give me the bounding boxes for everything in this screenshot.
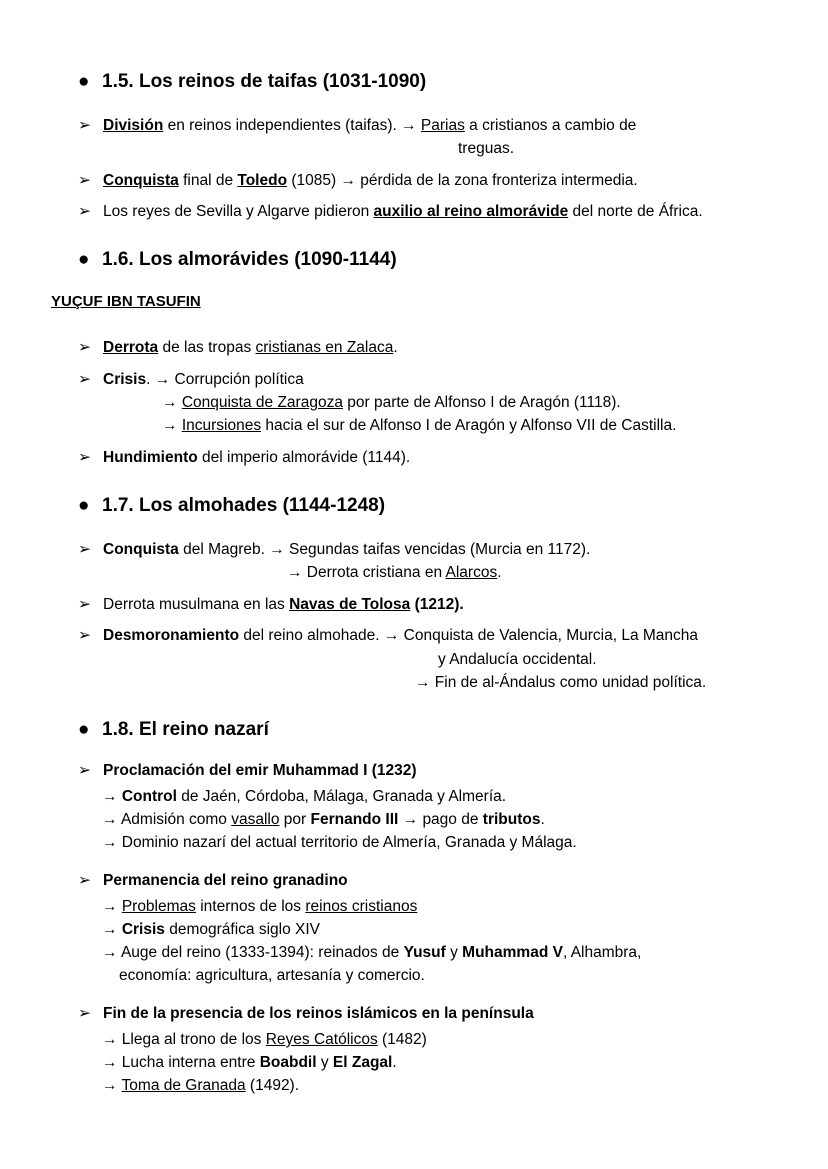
heading-text: 1.5. Los reinos de taifas (1031-1090) xyxy=(102,71,427,92)
line-auxilio: ➢ Los reyes de Sevilla y Algarve pidieron auxilio al reino almorávide del norte de África. xyxy=(78,203,703,220)
line-toma-granada: → Toma de Granada (1492). xyxy=(102,1077,300,1094)
arrow-bullet-icon: ➢ xyxy=(78,371,91,388)
line-andalucia: y Andalucía occidental. xyxy=(438,651,597,668)
line-navas-tolosa: ➢ Derrota musulmana en las Navas de Tolosa (1212). xyxy=(78,596,464,613)
bullet-icon: ● xyxy=(78,495,90,516)
heading-text: 1.8. El reino nazarí xyxy=(102,719,269,740)
line-proclamacion: ➢ Proclamación del emir Muhammad I (1232) xyxy=(78,762,417,779)
line-crisis-demografica: → Crisis demográfica siglo XIV xyxy=(102,921,320,938)
line-dominio: → Dominio nazarí del actual territorio de Almería, Granada y Málaga. xyxy=(102,834,577,851)
arrow-bullet-icon: ➢ xyxy=(78,596,91,613)
arrow-bullet-icon: ➢ xyxy=(78,339,91,356)
line-derrota-zalaca: ➢ Derrota de las tropas cristianas en Zalaca. xyxy=(78,339,398,356)
arrow-bullet-icon: ➢ xyxy=(78,541,91,558)
line-alarcos: → Derrota cristiana en Alarcos. xyxy=(287,564,502,581)
subheading-yucuf: YUÇUF IBN TASUFIN xyxy=(51,293,201,310)
arrow-bullet-icon: ➢ xyxy=(78,449,91,466)
line-economia: economía: agricultura, artesanía y comercio. xyxy=(119,967,425,984)
line-control: → Control de Jaén, Córdoba, Málaga, Granada y Almería. xyxy=(102,788,507,805)
heading-1-7 xyxy=(78,494,385,518)
line-division: ➢ División en reinos independientes (taifas). → Parias a cristianos a cambio de xyxy=(78,117,637,134)
line-hundimiento: ➢ Hundimiento del imperio almorávide (1144). xyxy=(78,449,411,466)
line-desmoronamiento: ➢ Desmoronamiento del reino almohade. → Conquista de Valencia, Murcia, La Mancha xyxy=(78,627,699,644)
line-permanencia: ➢ Permanencia del reino granadino xyxy=(78,872,348,889)
line-crisis: ➢ Crisis. → Corrupción política xyxy=(78,371,304,388)
arrow-bullet-icon: ➢ xyxy=(78,1005,91,1022)
heading-1-6 xyxy=(78,248,397,272)
arrow-bullet-icon: ➢ xyxy=(78,172,91,189)
arrow-bullet-icon: ➢ xyxy=(78,117,91,134)
line-reyes-catolicos: → Llega al trono de los Reyes Católicos (1482) xyxy=(102,1031,427,1048)
line-zaragoza: → Conquista de Zaragoza por parte de Alfonso I de Aragón (1118). xyxy=(162,394,621,411)
line-conquista-magreb: ➢ Conquista del Magreb. → Segundas taifas vencidas (Murcia en 1172). xyxy=(78,541,591,558)
heading-1-8 xyxy=(78,718,269,742)
arrow-bullet-icon: ➢ xyxy=(78,203,91,220)
line-lucha-interna: → Lucha interna entre Boabdil y El Zagal. xyxy=(102,1054,397,1071)
line-fin-presencia: ➢ Fin de la presencia de los reinos islámicos en la península xyxy=(78,1005,534,1022)
line-fin-alandalus: → Fin de al-Ándalus como unidad política. xyxy=(415,674,707,691)
bullet-icon: ● xyxy=(78,249,90,270)
line-incursiones: → Incursiones hacia el sur de Alfonso I de Aragón y Alfonso VII de Castilla. xyxy=(162,417,677,434)
line-division-cont: treguas. xyxy=(458,140,515,157)
arrow-bullet-icon: ➢ xyxy=(78,627,91,644)
line-problemas: → Problemas internos de los reinos cristianos xyxy=(102,898,418,915)
arrow-bullet-icon: ➢ xyxy=(78,762,91,779)
bullet-icon: ● xyxy=(78,71,90,92)
heading-text: 1.6. Los almorávides (1090-1144) xyxy=(102,249,397,270)
bullet-icon: ● xyxy=(78,719,90,740)
heading-1-5 xyxy=(78,70,426,94)
arrow-bullet-icon: ➢ xyxy=(78,872,91,889)
line-conquista-toledo: ➢ Conquista final de Toledo (1085) → pérdida de la zona fronteriza intermedia. xyxy=(78,172,638,189)
heading-text: 1.7. Los almohades (1144-1248) xyxy=(102,495,386,516)
line-auge: → Auge del reino (1333-1394): reinados de Yusuf y Muhammad V, Alhambra, xyxy=(102,944,642,961)
line-vasallo: → Admisión como vasallo por Fernando III → pago de tributos. xyxy=(102,811,545,828)
